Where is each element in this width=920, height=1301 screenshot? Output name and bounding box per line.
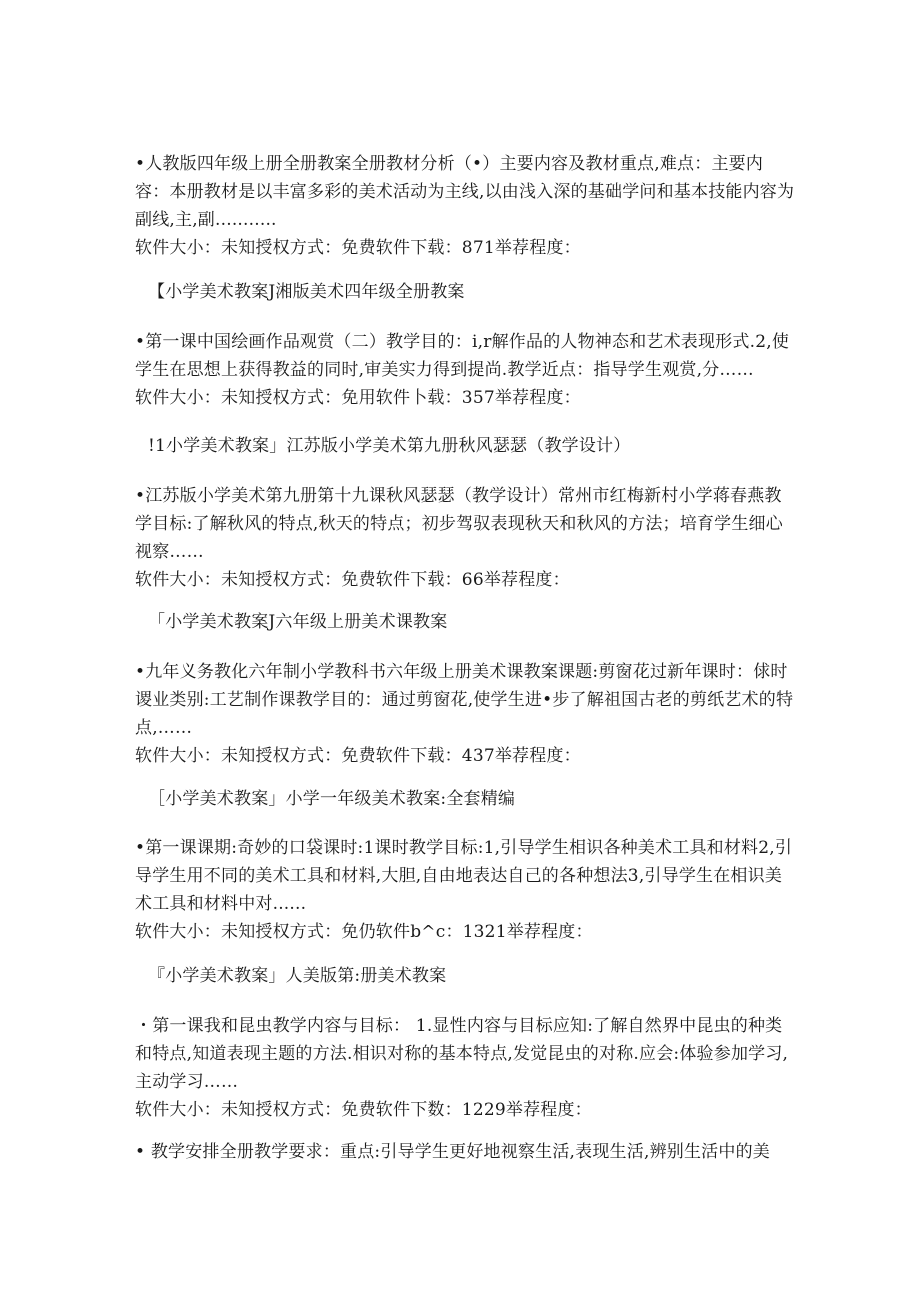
entry-meta: 软件大小：未知授权方式：免仍软件b^c：1321举荐程度： — [135, 922, 593, 942]
entry-0 — [135, 150, 795, 262]
entry-meta: 软件大小：未知授权方式：免费软件下数：1229举荐程度： — [135, 1100, 592, 1120]
entry-meta: 软件大小：未知授权方式：免费软件下载：66举荐程度： — [135, 570, 570, 590]
entry-meta: 软件大小：未知授权方式：免费软件下载：871举荐程度： — [135, 238, 581, 258]
entry-summary: •第一课课期:奇妙的口袋课时:1课时教学目标:1,引导学生相识各种美术工具和材料2,引导学生用不同的美术工具和材料,大胆,自由地表达自己的各种想法3,引导学生在相识美术工具和材料中对...... — [135, 838, 793, 914]
entry-3 — [135, 658, 795, 770]
entry-heading[interactable]: 【小学美术教案J湘版美术四年级全册教案 — [148, 282, 465, 302]
entry-2 — [135, 482, 795, 594]
entry-meta: 软件大小：未知授权方式：免用软件卜载：357举荐程度： — [135, 388, 581, 408]
entry-heading[interactable]: ［小学美术教案」小学一年级美术教案:全套精编 — [148, 789, 516, 809]
entry-summary: • 教学安排全册教学要求：重点:引导学生更好地视察生活,表现生活,辨别生活中的美 — [135, 1142, 770, 1162]
entry-1 — [135, 328, 795, 412]
entry-heading[interactable]: 『小学美术教案」人美版第:册美术教案 — [148, 966, 447, 986]
entry-heading[interactable]: 「小学美术教案J六年级上册美术课教案 — [148, 612, 448, 632]
entry-summary: •第一课中国绘画作品观赏（二）教学目的：i,r解作品的人物神态和艺术表现形式.2,使学生在思想上获得教益的同时,审美实力得到提尚.教学近点：指导学生观赏,分…… — [135, 332, 790, 380]
entry-summary: •九年义务教化六年制小学教科书六年级上册美术课教案课题:剪窗花过新年课时：俅时谡业类别:工艺制作课教学目的：通过剪窗花,使学生进•步了解祖国古老的剪纸艺术的特点,…… — [135, 662, 794, 738]
entry-meta: 软件大小：未知授权方式：免费软件下载：437举荐程度： — [135, 746, 581, 766]
entry-summary: •人教版四年级上册全册教案全册教材分析（•）主要内容及教材重点,难点：主要内容：本册教材是以丰富多彩的美术活动为主线,以由浅入深的基础学问和基本技能内容为副线,主,副........... — [135, 154, 795, 230]
entry-summary: ・第一课我和昆虫教学内容与目标： 1.显性内容与目标应知:了解自然界中昆虫的种类和特点,知道表现主题的方法.相识对称的基本特点,发觉昆虫的对称.应会:体验参加学习,主动学习…… — [135, 1016, 789, 1092]
entry-summary: •江苏版小学美术第九册第十九课秋风瑟瑟（教学设计）常州市红梅新村小学蒋春燕教学目标:了解秋风的特点,秋天的特点；初步驾驭表现秋天和秋风的方法；培育学生细心视察…… — [135, 486, 783, 562]
entry-5 — [135, 1012, 795, 1124]
entry-4 — [135, 834, 795, 946]
entry-heading[interactable]: !1小学美术教案」江苏版小学美术第九册秋风瑟瑟（教学设计） — [148, 436, 631, 456]
entry-6 — [135, 1138, 795, 1166]
